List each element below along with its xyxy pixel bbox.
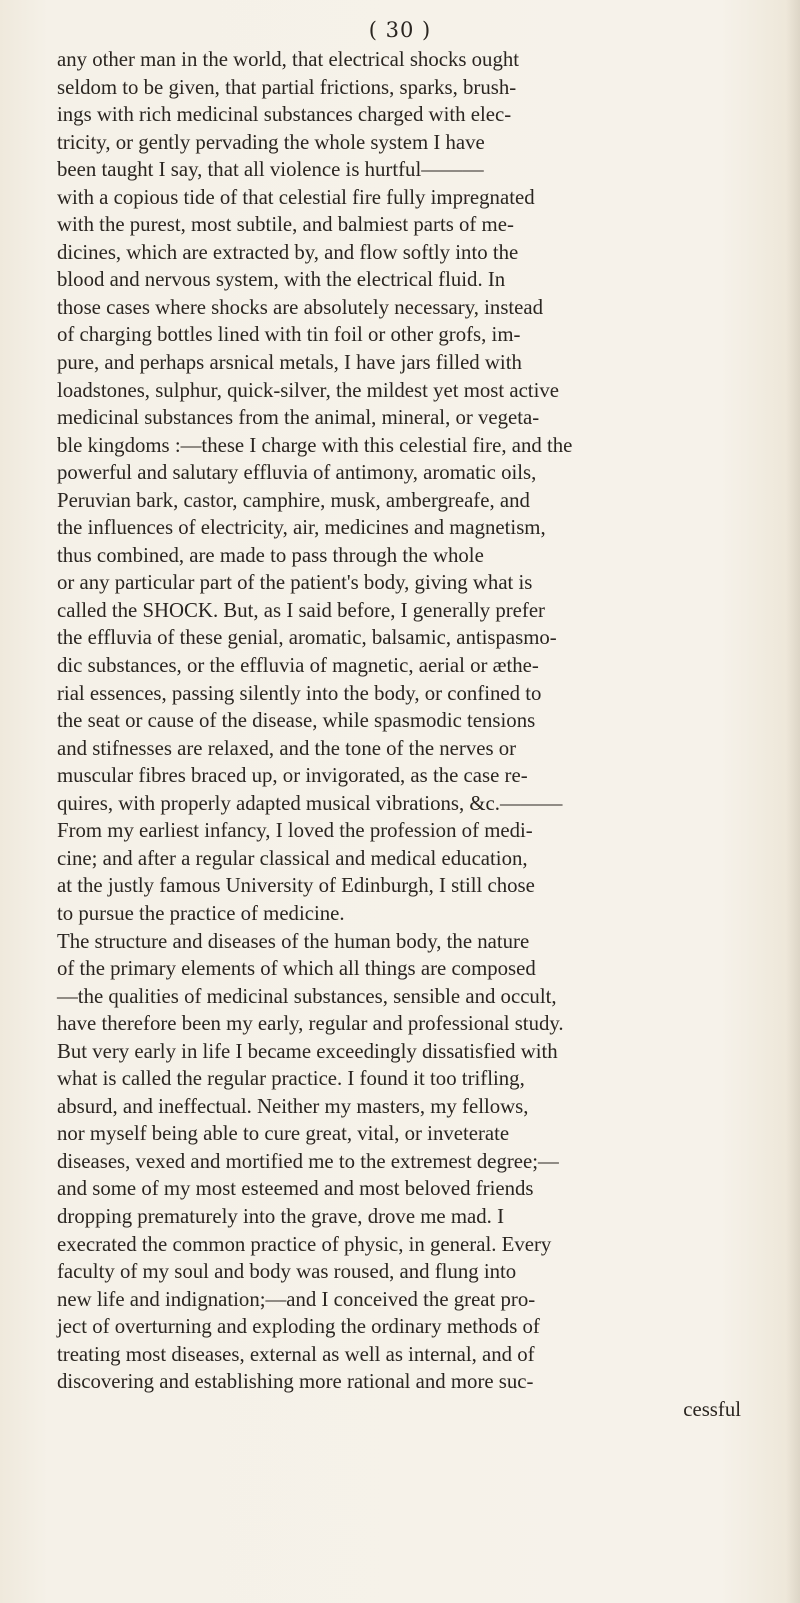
text-line: But very early in life I became exceedingly dissatisfied with [57,1039,558,1063]
text-line: thus combined, are made to pass through the whole [57,543,484,567]
text-line: discovering and establishing more rational and more suc- [57,1370,534,1394]
text-line: execrated the common practice of physic, in general. Every [57,1232,552,1256]
text-line: quires, with properly adapted musical vibrations, &c.——— [57,791,563,815]
text-line: and stifnesses are relaxed, and the tone of the nerves or [57,736,517,760]
text-line: the seat or cause of the disease, while spasmodic tensions [57,709,536,733]
text-line: From my earliest infancy, I loved the profession of medi- [57,819,533,843]
text-line: at the justly famous University of Edinburgh, I still chose [57,874,535,898]
text-line: powerful and salutary effluvia of antimony, aromatic oils, [57,461,537,485]
text-line: with the purest, most subtile, and balmiest parts of me- [57,213,514,237]
text-line: of the primary elements of which all things are composed [57,957,536,981]
text-line: new life and indignation;—and I conceived the great pro- [57,1287,536,1311]
body-text [57,46,747,1423]
text-line: dic substances, or the effluvia of magnetic, aerial or æthe- [57,654,539,678]
text-line: rial essences, passing silently into the body, or confined to [57,681,542,705]
text-line: The structure and diseases of the human body, the nature [57,929,530,953]
text-line: have therefore been my early, regular and professional study. [57,1012,564,1036]
text-line: or any particular part of the patient's body, giving what is [57,571,533,595]
text-line: dropping prematurely into the grave, drove me mad. I [57,1204,504,1228]
text-line: loadstones, sulphur, quick-silver, the mildest yet most active [57,378,559,402]
text-line: cine; and after a regular classical and medical education, [57,846,528,870]
text-line: the effluvia of these genial, aromatic, balsamic, antispasmo- [57,626,557,650]
text-line: pure, and perhaps arsnical metals, I have jars filled with [57,351,522,375]
text-line: what is called the regular practice. I found it too trifling, [57,1067,525,1091]
catchword: cessful [683,1397,741,1421]
text-line: those cases where shocks are absolutely necessary, instead [57,295,544,319]
page-number: ( 30 ) [368,18,432,42]
page-edge-shadow [786,0,800,1603]
text-line: blood and nervous system, with the electrical fluid. In [57,268,506,292]
text-line: treating most diseases, external as well as internal, and of [57,1342,535,1366]
text-line: dicines, which are extracted by, and flow softly into the [57,240,519,264]
text-line: to pursue the practice of medicine. [57,901,345,925]
text-line: ject of overturning and exploding the ordinary methods of [57,1315,540,1339]
text-line: with a copious tide of that celestial fire fully impregnated [57,185,535,209]
text-line: the influences of electricity, air, medicines and magnetism, [57,516,546,540]
text-line: and some of my most esteemed and most beloved friends [57,1177,534,1201]
text-line: ings with rich medicinal substances charged with elec- [57,103,512,127]
text-line: any other man in the world, that electrical shocks ought [57,48,520,71]
text-line: called the SHOCK. But, as I said before, I generally prefer [57,598,545,622]
text-line: absurd, and ineffectual. Neither my masters, my fellows, [57,1094,529,1118]
text-line: ble kingdoms :—these I charge with this celestial fire, and the [57,433,573,457]
text-line: faculty of my soul and body was roused, and flung into [57,1260,517,1284]
text-line: been taught I say, that all violence is hurtful——— [57,158,484,182]
text-line: —the qualities of medicinal substances, sensible and occult, [57,984,557,1008]
text-line: of charging bottles lined with tin foil or other grofs, im- [57,323,521,347]
text-line: tricity, or gently pervading the whole system I have [57,130,485,154]
text-line: Peruvian bark, castor, camphire, musk, ambergreafe, and [57,488,530,512]
text-line: muscular fibres braced up, or invigorated, as the case re- [57,764,528,788]
text-line: nor myself being able to cure great, vital, or inveterate [57,1122,510,1146]
text-line: seldom to be given, that partial frictions, sparks, brush- [57,75,517,99]
text-line: diseases, vexed and mortified me to the extremest degree;— [57,1149,559,1173]
text-line: medicinal substances from the animal, mineral, or vegeta- [57,406,540,430]
